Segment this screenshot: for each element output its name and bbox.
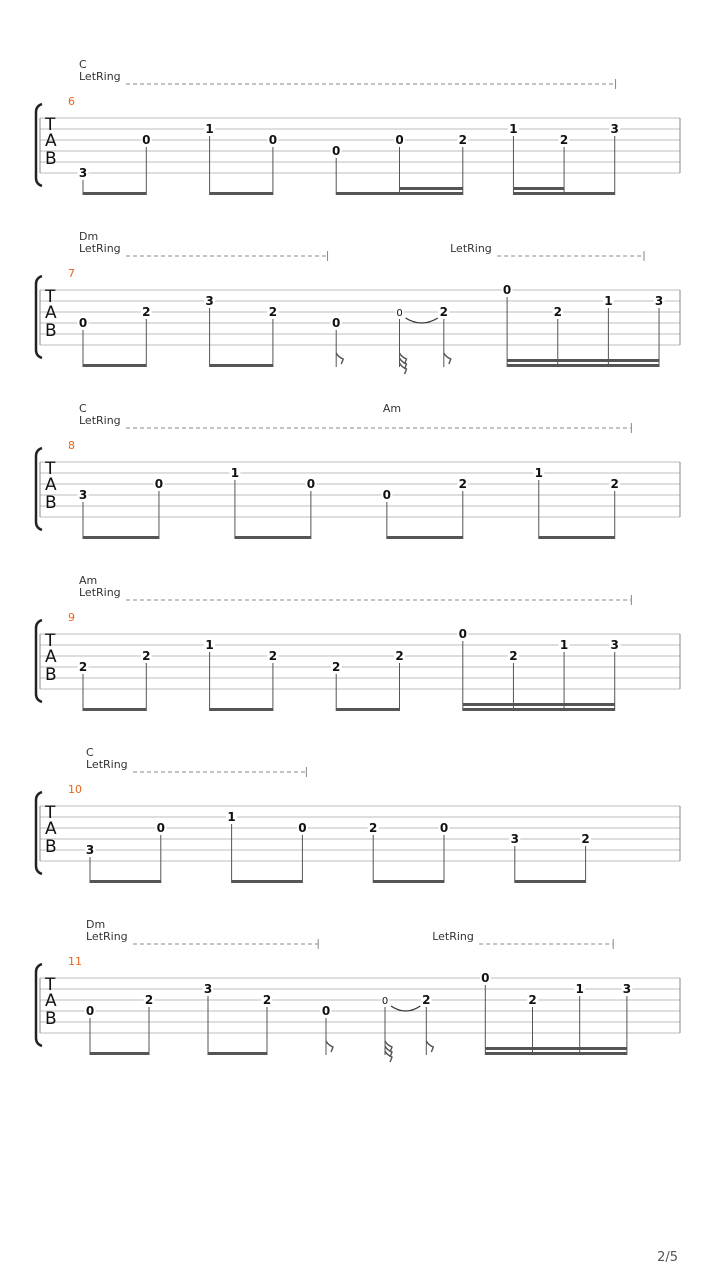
chord-name: C <box>79 402 87 415</box>
note-flag <box>444 353 451 364</box>
letring-label: LetRing <box>79 586 121 599</box>
system-bracket <box>36 448 42 530</box>
fret-number: 0 <box>332 144 341 158</box>
fret-number: 3 <box>78 488 88 502</box>
fret-number: 1 <box>205 122 214 136</box>
beam <box>210 192 273 195</box>
fret-number: 3 <box>654 294 664 308</box>
letring-label: LetRing <box>79 414 121 427</box>
fret-number: 2 <box>581 832 590 846</box>
measure-number: 11 <box>68 955 82 968</box>
beam <box>336 192 463 195</box>
fret-number: 2 <box>142 305 151 319</box>
beam <box>463 708 615 711</box>
fret-number: 2 <box>144 993 154 1007</box>
fret-number: 2 <box>610 477 619 491</box>
fret-number: 0 <box>321 1004 331 1018</box>
fret-number: 0 <box>332 316 341 330</box>
fret-number: 1 <box>559 638 569 652</box>
note-flag <box>426 1041 433 1052</box>
letring-label: LetRing <box>86 930 128 943</box>
beam <box>507 364 659 367</box>
measure-number: 7 <box>68 267 75 280</box>
beam <box>235 536 311 539</box>
beam <box>83 708 146 711</box>
fret-number: 0 <box>396 308 403 319</box>
tab-clef-letter: A <box>45 647 57 667</box>
chord-name: C <box>86 746 94 759</box>
tab-clef-letter: A <box>45 131 57 151</box>
beam <box>208 1052 267 1055</box>
tab-clef-letter: T <box>45 975 56 995</box>
tab-clef-letter: B <box>45 493 57 513</box>
fret-number: 0 <box>481 971 490 985</box>
beam-secondary <box>513 187 564 190</box>
beam <box>232 880 303 883</box>
fret-number: 3 <box>205 294 214 308</box>
letring-label: LetRing <box>432 930 474 943</box>
beam <box>210 708 273 711</box>
tab-clef-letter: A <box>45 819 57 839</box>
beam <box>373 880 444 883</box>
letring-label: LetRing <box>86 758 128 771</box>
fret-number: 3 <box>622 982 632 996</box>
tab-clef-letter: T <box>45 115 56 135</box>
measure-number: 9 <box>68 611 75 624</box>
fret-number: 2 <box>509 649 518 663</box>
tab-clef-letter: T <box>45 287 56 307</box>
tab-clef-letter: B <box>45 149 57 169</box>
note-flag <box>326 1041 333 1052</box>
fret-number: 0 <box>156 821 165 835</box>
fret-number: 0 <box>439 821 449 835</box>
tab-clef-letter: B <box>45 665 57 685</box>
chord-name: Dm <box>79 230 99 243</box>
tab-clef-letter: T <box>45 631 56 651</box>
beam <box>387 536 463 539</box>
tab-clef-letter: A <box>45 991 57 1011</box>
system-bracket <box>36 620 42 702</box>
letring-label: LetRing <box>450 242 492 255</box>
fret-number: 2 <box>422 993 431 1007</box>
tab-clef-letter: B <box>45 321 57 341</box>
fret-number: 3 <box>85 843 95 857</box>
beam-secondary <box>507 359 659 362</box>
system-bracket <box>36 276 42 358</box>
fret-number: 3 <box>510 832 519 846</box>
tab-clef-letter: T <box>45 803 56 823</box>
beam <box>83 364 146 367</box>
beam <box>90 880 161 883</box>
system-bracket <box>36 792 42 874</box>
fret-number: 2 <box>78 660 88 674</box>
note-flag <box>336 353 343 364</box>
fret-number: 1 <box>604 294 613 308</box>
chord-name: C <box>79 58 87 71</box>
beam-secondary <box>400 187 463 190</box>
fret-number: 0 <box>298 821 307 835</box>
chord-name: Am <box>79 574 98 587</box>
fret-number: 2 <box>268 649 278 663</box>
measure-number: 8 <box>68 439 75 452</box>
note-flag <box>385 1051 392 1062</box>
fret-number: 2 <box>332 660 341 674</box>
fret-number: 3 <box>203 982 213 996</box>
slur <box>406 318 438 323</box>
letring-label: LetRing <box>79 70 121 83</box>
fret-number: 1 <box>575 982 584 996</box>
fret-number: 3 <box>610 638 619 652</box>
beam <box>515 880 586 883</box>
fret-number: 1 <box>205 638 214 652</box>
fret-number: 0 <box>382 488 392 502</box>
fret-number: 2 <box>458 133 467 147</box>
fret-number: 2 <box>553 305 562 319</box>
fret-number: 3 <box>78 166 88 180</box>
tab-clef-letter: B <box>45 1009 57 1029</box>
beam <box>513 192 614 195</box>
page-number: 2/5 <box>657 1250 678 1265</box>
fret-number: 2 <box>559 133 569 147</box>
fret-number: 0 <box>306 477 316 491</box>
fret-number: 3 <box>610 122 619 136</box>
fret-number: 1 <box>509 122 518 136</box>
chord-name: Dm <box>86 918 106 931</box>
fret-number: 2 <box>262 993 272 1007</box>
fret-number: 2 <box>439 305 448 319</box>
fret-number: 0 <box>268 133 278 147</box>
note-flag <box>400 363 407 374</box>
slur <box>391 1006 420 1011</box>
beam <box>83 536 159 539</box>
fret-number: 1 <box>227 810 236 824</box>
beam <box>485 1052 627 1055</box>
fret-number: 0 <box>458 627 467 641</box>
fret-number: 1 <box>534 466 543 480</box>
tab-clef-letter: A <box>45 303 57 323</box>
fret-number: 2 <box>268 305 278 319</box>
fret-number: 0 <box>502 283 512 297</box>
fret-number: 0 <box>395 133 404 147</box>
beam-secondary <box>463 703 615 706</box>
tab-clef-letter: B <box>45 837 57 857</box>
fret-number: 2 <box>369 821 378 835</box>
system-bracket <box>36 104 42 186</box>
tab-clef-letter: A <box>45 475 57 495</box>
system-bracket <box>36 964 42 1046</box>
fret-number: 0 <box>85 1004 95 1018</box>
tab-clef-letter: T <box>45 459 56 479</box>
beam <box>90 1052 149 1055</box>
fret-number: 1 <box>230 466 240 480</box>
fret-number: 2 <box>528 993 537 1007</box>
beam <box>336 708 399 711</box>
measure-number: 10 <box>68 783 82 796</box>
fret-number: 2 <box>395 649 404 663</box>
fret-number: 0 <box>381 996 389 1007</box>
beam <box>83 192 146 195</box>
beam <box>210 364 273 367</box>
beam-secondary <box>485 1047 627 1050</box>
chord-name: Am <box>382 402 402 415</box>
beam <box>539 536 615 539</box>
letring-label: LetRing <box>79 242 121 255</box>
fret-number: 0 <box>154 477 164 491</box>
measure-number: 6 <box>68 95 75 108</box>
fret-number: 0 <box>142 133 151 147</box>
fret-number: 0 <box>78 316 88 330</box>
fret-number: 2 <box>142 649 151 663</box>
fret-number: 2 <box>458 477 467 491</box>
